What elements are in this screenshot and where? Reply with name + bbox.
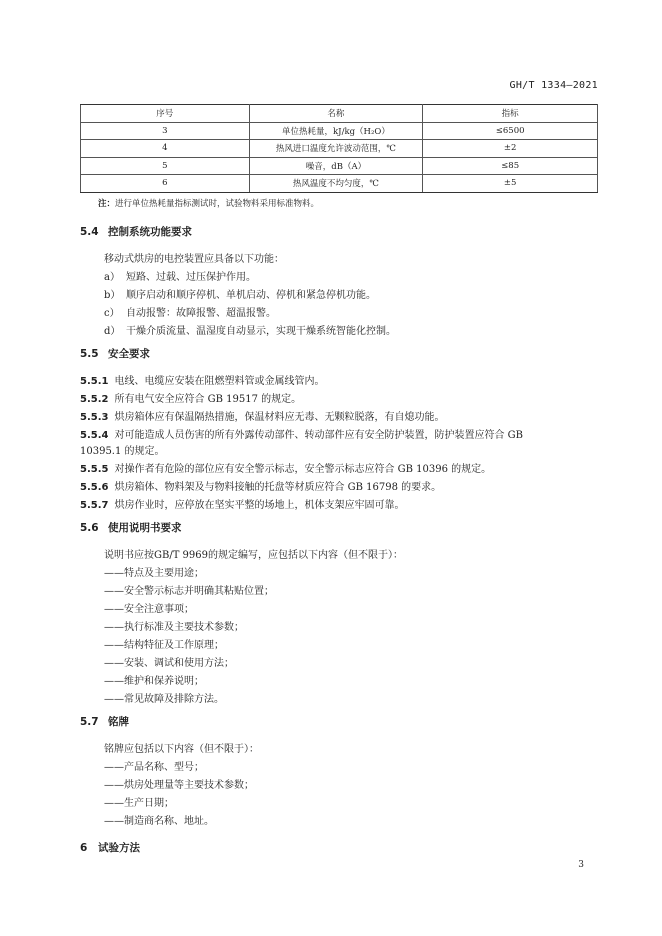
list-item: [104, 268, 256, 283]
clause-text: 烘房箱体、物料架及与物料接触的托盘等材质应符合 GB 16798 的要求。: [114, 482, 442, 493]
table-header-row: [81, 105, 598, 123]
list-item: ——安全警示标志并明确其粘贴位置；: [104, 586, 274, 597]
list-item: ——产品名称、型号；: [104, 762, 204, 773]
list-item: ——特点及主要用途；: [104, 568, 204, 579]
list-label: c）: [104, 308, 120, 319]
header-cell: 序号: [81, 105, 250, 123]
section-title: 铭牌: [108, 716, 129, 728]
note-text: 进行单位热耗量指标测试时，试验物料采用标准物料。: [115, 199, 320, 209]
clause: [80, 496, 404, 511]
section-title: 控制系统功能要求: [108, 226, 192, 238]
list-item: ——制造商名称、地址。: [104, 816, 214, 827]
clause: [80, 372, 324, 387]
cell: ±2: [423, 140, 598, 158]
cell: ≤6500: [423, 122, 598, 140]
list-item: ——安装、调试和使用方法；: [104, 658, 234, 669]
table-row: [81, 140, 598, 158]
paragraph: 铭牌应包括以下内容（但不限于）：: [104, 744, 259, 755]
list-label: a）: [104, 272, 120, 283]
section-title: 试验方法: [98, 842, 140, 854]
clause: [80, 390, 301, 405]
section-number: 5.6: [80, 522, 99, 534]
clause-text: 对操作者有危险的部位应有安全警示标志，安全警示标志应符合 GB 10396 的规定。: [114, 464, 492, 475]
section-number: 5.4: [80, 226, 99, 238]
table-row: [81, 157, 598, 175]
clause-number: 5.5.3: [80, 412, 109, 423]
table-row: [81, 175, 598, 193]
cell: 6: [81, 175, 250, 193]
list-label: d）: [104, 326, 121, 337]
list-item: [104, 286, 376, 301]
list-item: ——执行标准及主要技术参数；: [104, 622, 244, 633]
list-text: 干燥介质流量、温湿度自动显示，实现干燥系统智能化控制。: [126, 326, 396, 337]
spec-table: [80, 104, 598, 193]
clause-number: 5.5.7: [80, 500, 109, 511]
list-text: 顺序启动和顺序停机、单机启动、停机和紧急停机功能。: [126, 290, 376, 301]
list-item: ——结构特征及工作原理；: [104, 640, 224, 651]
clause-number: 5.5.1: [80, 376, 109, 387]
clause: [80, 460, 491, 475]
list-item: ——常见故障及排除方法。: [104, 694, 224, 705]
section-heading-5-5: [80, 346, 150, 361]
clause: [80, 408, 444, 423]
list-item: ——维护和保养说明；: [104, 676, 204, 687]
cell: 3: [81, 122, 250, 140]
list-item: ——烘房处理量等主要技术参数；: [104, 780, 254, 791]
section-title: 使用说明书要求: [108, 522, 182, 534]
document-code-header: GH/T 1334—2021: [509, 80, 598, 91]
section-number: 5.5: [80, 348, 99, 360]
clause-number: 5.5.2: [80, 394, 109, 405]
section-heading-5-7: [80, 714, 129, 729]
clause-text: 所有电气安全应符合 GB 19517 的规定。: [114, 394, 302, 405]
list-text: 短路、过载、过压保护作用。: [126, 272, 256, 283]
clause-text: 烘房箱体应有保温隔热措施，保温材料应无毒、无颗粒脱落，有自熄功能。: [114, 412, 445, 423]
section-heading-6: [80, 840, 140, 855]
cell: 5: [81, 157, 250, 175]
list-item: [104, 322, 396, 337]
clause: [80, 478, 441, 493]
section-title: 安全要求: [108, 348, 150, 360]
list-text: 自动报警：故障报警、超温报警。: [126, 308, 276, 319]
list-item: ——安全注意事项；: [104, 604, 194, 615]
cell: ±5: [423, 175, 598, 193]
clause-text: 烘房作业时，应停放在坚实平整的场地上，机体支架应牢固可靠。: [114, 500, 405, 511]
clause-text: 对可能造成人员伤害的所有外露传动部件、转动部件应有安全防护装置，防护装置应符合 GB: [114, 430, 523, 441]
cell: 单位热耗量，kJ/kg（H₂O）: [249, 122, 423, 140]
clause-number: 5.5.5: [80, 464, 109, 475]
table-note: [98, 197, 319, 209]
list-item: [104, 304, 276, 319]
header-cell: 指标: [423, 105, 598, 123]
list-label: b）: [104, 290, 121, 301]
clause-number: 5.5.6: [80, 482, 109, 493]
cell: 噪音，dB（A）: [249, 157, 423, 175]
table-row: [81, 122, 598, 140]
page-number: 3: [578, 860, 584, 870]
clause-number: 5.5.4: [80, 430, 109, 441]
section-heading-5-4: [80, 224, 192, 239]
clause-continuation: 10395.1 的规定。: [80, 446, 165, 457]
section-number: 5.7: [80, 716, 99, 728]
paragraph: 说明书应按GB/T 9969的规定编写，应包括以下内容（但不限于）：: [104, 550, 404, 561]
cell: 热风进口温度允许波动范围，℃: [249, 140, 423, 158]
cell: 热风温度不均匀度，℃: [249, 175, 423, 193]
clause-text: 电线、电缆应安装在阻燃塑料管或金属线管内。: [114, 376, 325, 387]
section-number: 6: [80, 842, 88, 854]
cell: 4: [81, 140, 250, 158]
list-item: ——生产日期；: [104, 798, 174, 809]
paragraph: 移动式烘房的电控装置应具备以下功能：: [104, 254, 284, 265]
header-cell: 名称: [249, 105, 423, 123]
clause: [80, 426, 523, 441]
note-label: 注：: [98, 199, 116, 209]
section-heading-5-6: [80, 520, 182, 535]
cell: ≤85: [423, 157, 598, 175]
